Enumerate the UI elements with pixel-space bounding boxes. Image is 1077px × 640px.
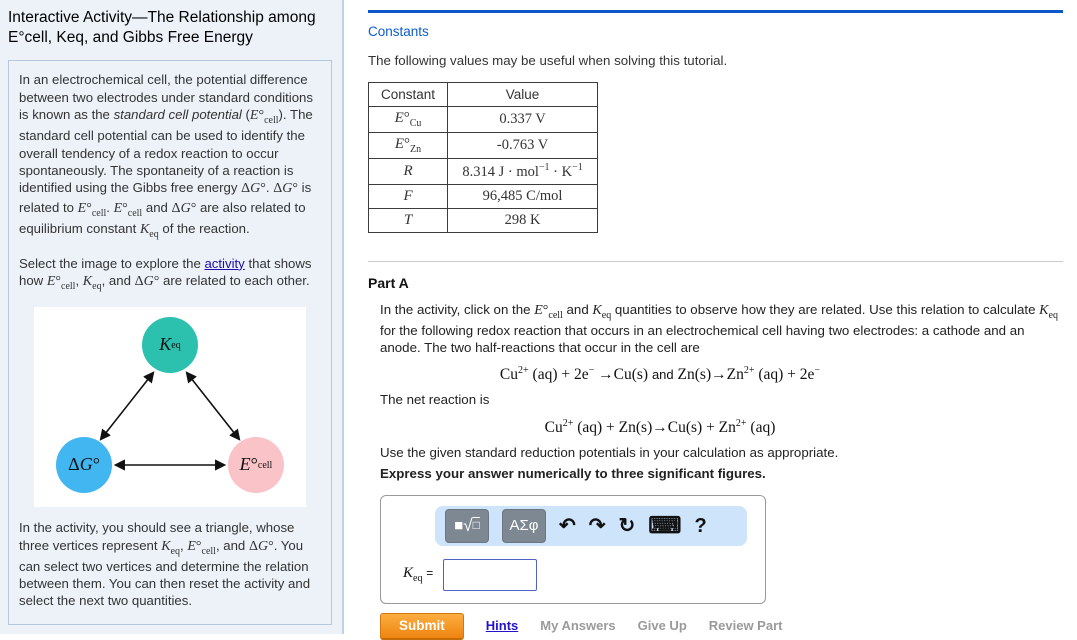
delta-g-node[interactable]: Δ G ° (56, 437, 112, 493)
part-a-heading: Part A (368, 274, 409, 291)
undo-icon[interactable]: ↶ (559, 514, 576, 537)
part-a-intro: In the activity, click on the $E^\circ_{cell}$ and $K_{eq}$ quantities to observe how they are related. Use this relation to calculate $K_{eq}$ for the following redox reaction that occurs in an electrochemical cell having two electrodes: a cathode and an anode. The two half-reactions that occur in the cell are (380, 301, 1058, 355)
relationship-triangle-image[interactable] (34, 307, 306, 507)
main-panel (344, 0, 1077, 634)
intro-paragraph: In an electrochemical cell, the potential difference between two electrodes under standard conditions is known as the standard cell potential $(E^\circ_{cell})$. The standard cell potential can be used to identify the overall tendency of a redox reaction to occur spontaneously. The spontaneity of a reaction is identified using the Gibbs free energy ΔG°. ΔG° is related to $E^\circ_{cell}$. $E^\circ_{cell}$ and ΔG° are also related to equilibrium constant $K_{eq}$ of the reaction. (19, 72, 313, 240)
hints-link[interactable]: Hints (485, 617, 519, 633)
page-title: Interactive Activity—The Relationship among E°cell, Keq, and Gibbs Free Energy (8, 9, 316, 47)
left-panel (0, 0, 344, 634)
table-row (369, 208, 598, 232)
net-reaction-label: The net reaction is (380, 392, 490, 408)
keyboard-icon[interactable]: ⌨ (648, 512, 682, 539)
constant-value: 96,485 C/mol (448, 184, 598, 208)
outro-paragraph: In the activity, you should see a triangle, whose three vertices represent $K_{eq}$, $E^\circ_{cell}$, and ΔG°. You can select two vertices and determine the relation between them. You can then reset the activity and select the next two quantities. (19, 520, 311, 609)
submit-button[interactable]: Submit (380, 613, 464, 640)
constant-column-header: Constant (369, 83, 448, 107)
equation-toolbar (435, 506, 747, 546)
net-reaction-equation: $Cu^{2+}$ $(aq) + Zn(s)\to Cu(s) + Zn^{2+}$ (aq) (544, 417, 776, 436)
value-column-header: Value (448, 83, 598, 107)
table-row (369, 159, 598, 185)
equation-editor-button[interactable]: ■ √ □ (445, 509, 489, 543)
constant-name: R (369, 159, 448, 185)
constant-value: 8.314 $J \cdot mol^{-1} \cdot K^{-1}$ (448, 159, 598, 185)
keq-node[interactable]: K eq (142, 317, 198, 373)
constant-name: $E^\circ_{Zn}$ (369, 133, 448, 159)
reduction-potentials-note: Use the given standard reduction potentials in your calculation as appropriate. (380, 445, 839, 461)
answer-instruction: Express your answer numerically to three significant figures. (380, 466, 766, 482)
action-links (486, 618, 783, 635)
keq-equals-label: $K_{eq}$ = (403, 565, 434, 585)
table-row (369, 133, 598, 159)
keq-answer-input[interactable] (443, 559, 537, 591)
activity-link[interactable]: activity (204, 255, 245, 271)
top-divider (368, 10, 1063, 13)
constant-name: $E^\circ_{Cu}$ (369, 107, 448, 133)
answer-box (380, 495, 766, 604)
table-row (369, 107, 598, 133)
constants-heading: Constants (368, 24, 429, 39)
constant-value: -0.763 V (448, 133, 598, 159)
constants-table (368, 82, 598, 233)
constant-name: F (369, 184, 448, 208)
redo-icon[interactable]: ↷ (588, 514, 606, 537)
actions-row (380, 613, 1063, 640)
part-a-content (380, 301, 1063, 640)
help-icon[interactable]: ? (694, 514, 707, 537)
half-reactions-equation: $Cu^{2+}$ (aq) + 2e− →Cu(s) and $Zn(s)\to Zn^{2+}$ (aq) + 2e− (499, 365, 821, 384)
review-part-link[interactable]: Review Part (708, 617, 783, 633)
select-image-paragraph: Select the image to explore the activity that shows how $E^\circ_{cell}$, $K_{eq}$, and ΔG° are related to each other. (19, 255, 312, 293)
my-answers-link[interactable]: My Answers (540, 617, 616, 633)
give-up-link[interactable]: Give Up (637, 617, 687, 633)
table-row (369, 184, 598, 208)
section-divider (368, 261, 1063, 262)
constant-value: 298 K (448, 208, 598, 232)
answer-row (403, 559, 765, 591)
greek-symbols-button[interactable]: ΑΣφ (502, 509, 546, 543)
constant-name: T (369, 208, 448, 232)
introduction-box (8, 60, 332, 625)
constants-intro: The following values may be useful when solving this tutorial. (368, 53, 728, 68)
ecell-node[interactable]: E ° cell (228, 437, 284, 493)
constant-value: 0.337 V (448, 107, 598, 133)
table-header-row (369, 83, 598, 107)
reset-icon[interactable]: ↻ (618, 514, 636, 537)
